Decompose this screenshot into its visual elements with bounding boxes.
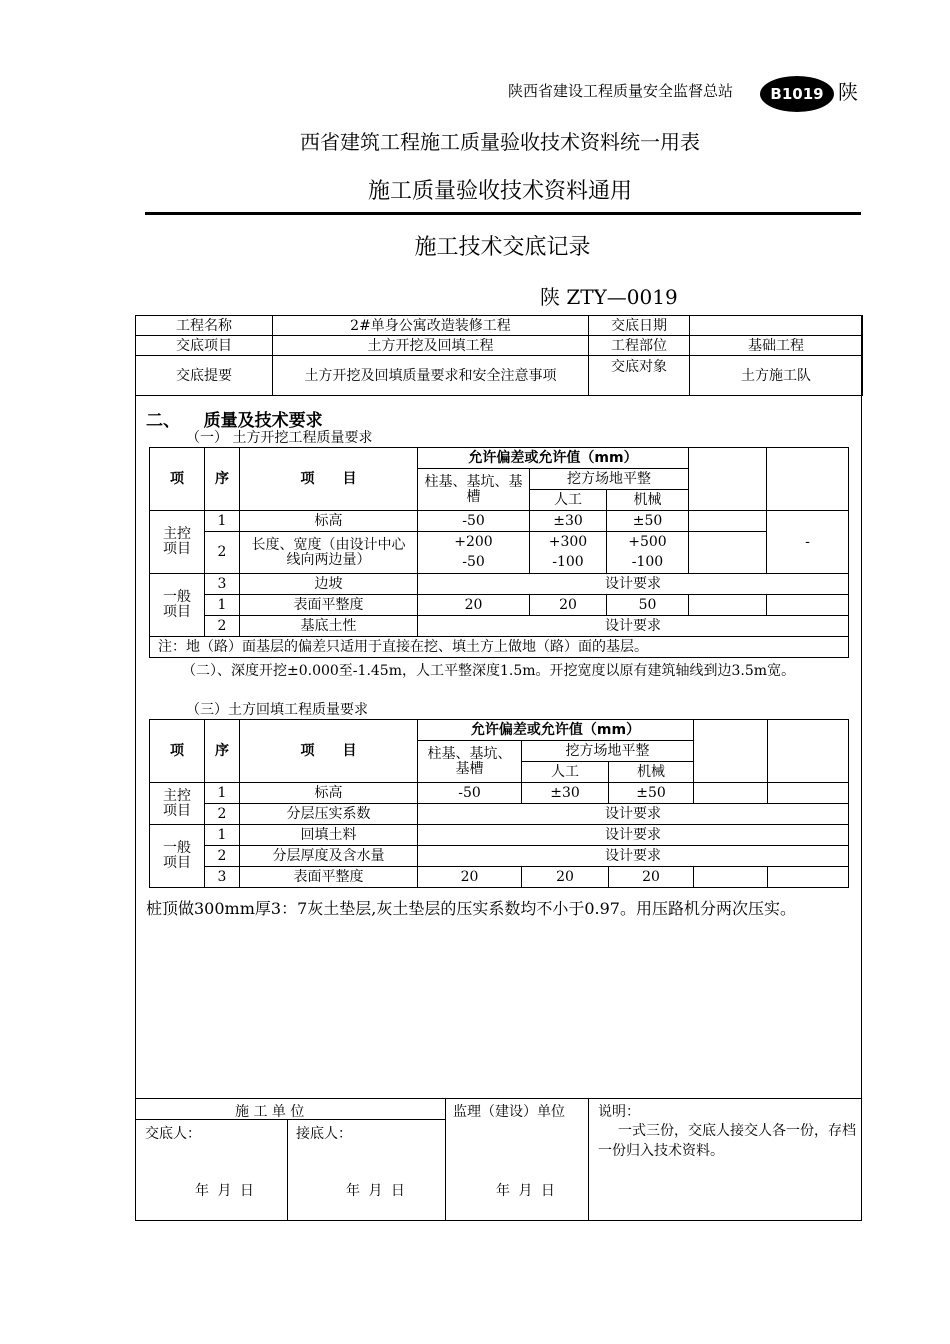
pile-value (418, 532, 530, 574)
info-table (135, 315, 863, 396)
pile-value: -50 (418, 511, 530, 532)
backfill-paragraph: 桩顶做300mm厚3：7灰土垫层,灰土垫层的压实系数均不小于0.97。用压路机分两次压实。 (146, 899, 796, 918)
header-manual: 人工 (522, 762, 609, 783)
header-machine: 机械 (607, 490, 689, 511)
main-control-label: 主控项目 (150, 511, 205, 574)
organization-name: 陕西省建设工程质量安全监督总站 (508, 82, 734, 100)
table-note: 注：地（路）面基层的偏差只适用于直接在挖、填土方上做地（路）面的基层。 (150, 637, 849, 658)
manual-value-lower: -100 (552, 554, 584, 570)
header-seq: 序 (205, 448, 240, 511)
item-name: 表面平整度 (240, 595, 418, 616)
project-part-label: 工程部位 (589, 336, 690, 356)
seq: 2 (205, 804, 240, 825)
title-rule (145, 212, 861, 215)
machine-value-upper: +500 (628, 534, 667, 550)
item-name: 边坡 (240, 574, 418, 595)
sign-divider (445, 1099, 446, 1221)
manual-value (530, 532, 607, 574)
excavation-quality-table (149, 447, 849, 658)
header-seq: 序 (205, 720, 240, 783)
seq: 2 (205, 616, 240, 637)
pile-value: -50 (418, 783, 522, 804)
blank-cell (768, 783, 849, 804)
pile-value: 20 (418, 867, 522, 888)
pile-value-lower: -50 (462, 554, 485, 570)
supervision-date: 年 月 日 (496, 1183, 555, 1199)
extra-value: - (767, 511, 849, 574)
discloser-date: 年 月 日 (195, 1183, 254, 1199)
blank-cell (689, 511, 767, 532)
target-value: 土方施工队 (690, 356, 863, 396)
item-name: 标高 (240, 783, 418, 804)
header-site: 挖方场地平整 (522, 741, 694, 762)
item-name: 分层压实系数 (240, 804, 418, 825)
general-label: 一般项目 (150, 574, 205, 637)
header-pile: 柱基、基坑、基槽 (418, 469, 530, 511)
seq: 2 (205, 846, 240, 867)
project-name-value: 2#单身公寓改造装修工程 (273, 316, 589, 336)
section-title: 二、 质量及技术要求 (146, 411, 323, 431)
blank-cell (768, 867, 849, 888)
header-blank-2 (767, 448, 849, 511)
signature-block (135, 1098, 862, 1221)
design-requirement: 设计要求 (418, 825, 849, 846)
project-name-label: 工程名称 (136, 316, 273, 336)
discloser-label: 交底人： (145, 1126, 201, 1142)
seq: 3 (205, 867, 240, 888)
manual-value: ±30 (530, 511, 607, 532)
header-project: 项 目 (240, 448, 418, 511)
item-name: 标高 (240, 511, 418, 532)
seq: 1 (205, 825, 240, 846)
machine-value: ±50 (607, 511, 689, 532)
general-label: 一般项目 (150, 825, 205, 888)
item-name: 回填土料 (240, 825, 418, 846)
disclosure-date-label: 交底日期 (589, 316, 690, 336)
header-site: 挖方场地平整 (530, 469, 689, 490)
note-label: 说明： (598, 1104, 640, 1120)
manual-value: ±30 (522, 783, 609, 804)
subsection-backfill-title: （三）土方回填工程质量要求 (186, 702, 368, 718)
header-blank-2 (768, 720, 849, 783)
document-series-title: 西省建筑工程施工质量验收技术资料统一用表 (300, 130, 700, 154)
header-item: 项 (150, 720, 205, 783)
manual-value-upper: +300 (548, 534, 588, 550)
receiver-date: 年 月 日 (346, 1183, 405, 1199)
summary-label: 交底提要 (136, 356, 273, 396)
seq: 1 (205, 783, 240, 804)
excavation-depth-paragraph: （二）、深度开挖±0.000至-1.45m，人工平整深度1.5m。开挖宽度以原有建筑轴线到边3.5m宽。 (182, 663, 796, 679)
seq: 1 (205, 595, 240, 616)
subsection-excavation-title: （一） 土方开挖工程质量要求 (186, 430, 373, 446)
blank-cell (694, 867, 768, 888)
blank-cell (689, 595, 767, 616)
manual-value: 20 (522, 867, 609, 888)
header-item: 项 (150, 448, 205, 511)
blank-cell (689, 532, 767, 574)
note-text: 一式三份，交底人接交人各一份，存档一份归入技术资料。 (598, 1123, 856, 1159)
construction-unit-label: 施 工 单 位 (235, 1104, 305, 1120)
page-title: 施工技术交底记录 (414, 235, 591, 260)
design-requirement: 设计要求 (418, 846, 849, 867)
machine-value: 50 (607, 595, 689, 616)
pile-value-upper: +200 (454, 534, 493, 550)
item-name: 分层厚度及含水量 (240, 846, 418, 867)
header-pile: 柱基、基坑、基槽 (418, 741, 522, 783)
header-blank-1 (689, 448, 767, 511)
design-requirement: 设计要求 (418, 616, 849, 637)
seq: 1 (205, 511, 240, 532)
header-manual: 人工 (530, 490, 607, 511)
machine-value (607, 532, 689, 574)
sign-divider (588, 1099, 589, 1221)
header-province-char: 陕 (838, 80, 858, 104)
disclosure-date-value (690, 316, 863, 336)
seq: 2 (205, 532, 240, 574)
header-machine: 机械 (609, 762, 694, 783)
blank-cell (694, 783, 768, 804)
header-tolerance: 允许偏差或允许值（mm） (418, 448, 689, 469)
manual-value: 20 (530, 595, 607, 616)
blank-cell (767, 595, 849, 616)
header-tolerance: 允许偏差或允许值（mm） (418, 720, 694, 741)
design-requirement: 设计要求 (418, 804, 849, 825)
machine-value: ±50 (609, 783, 694, 804)
summary-value: 土方开挖及回填质量要求和安全注意事项 (273, 356, 589, 396)
form-number: 陕 ZTY—0019 (540, 285, 678, 309)
target-label: 交底对象 (589, 356, 690, 396)
form-badge: B1019 (760, 76, 834, 112)
header-project: 项 目 (240, 720, 418, 783)
design-requirement: 设计要求 (418, 574, 849, 595)
backfill-quality-table (149, 719, 849, 888)
sign-divider (287, 1120, 288, 1221)
document-category-title: 施工质量验收技术资料通用 (367, 179, 632, 204)
project-part-value: 基础工程 (690, 336, 863, 356)
item-name: 长度、宽度（由设计中心线向两边量） (240, 532, 418, 574)
disclosure-item-label: 交底项目 (136, 336, 273, 356)
supervision-unit-label: 监理（建设）单位 (453, 1104, 565, 1120)
machine-value: 20 (609, 867, 694, 888)
machine-value-lower: -100 (631, 554, 664, 570)
header-blank-1 (694, 720, 768, 783)
disclosure-item-value: 土方开挖及回填工程 (273, 336, 589, 356)
receiver-label: 接底人： (296, 1126, 352, 1142)
pile-value: 20 (418, 595, 530, 616)
item-name: 表面平整度 (240, 867, 418, 888)
main-control-label: 主控项目 (150, 783, 205, 825)
seq: 3 (205, 574, 240, 595)
item-name: 基底土性 (240, 616, 418, 637)
